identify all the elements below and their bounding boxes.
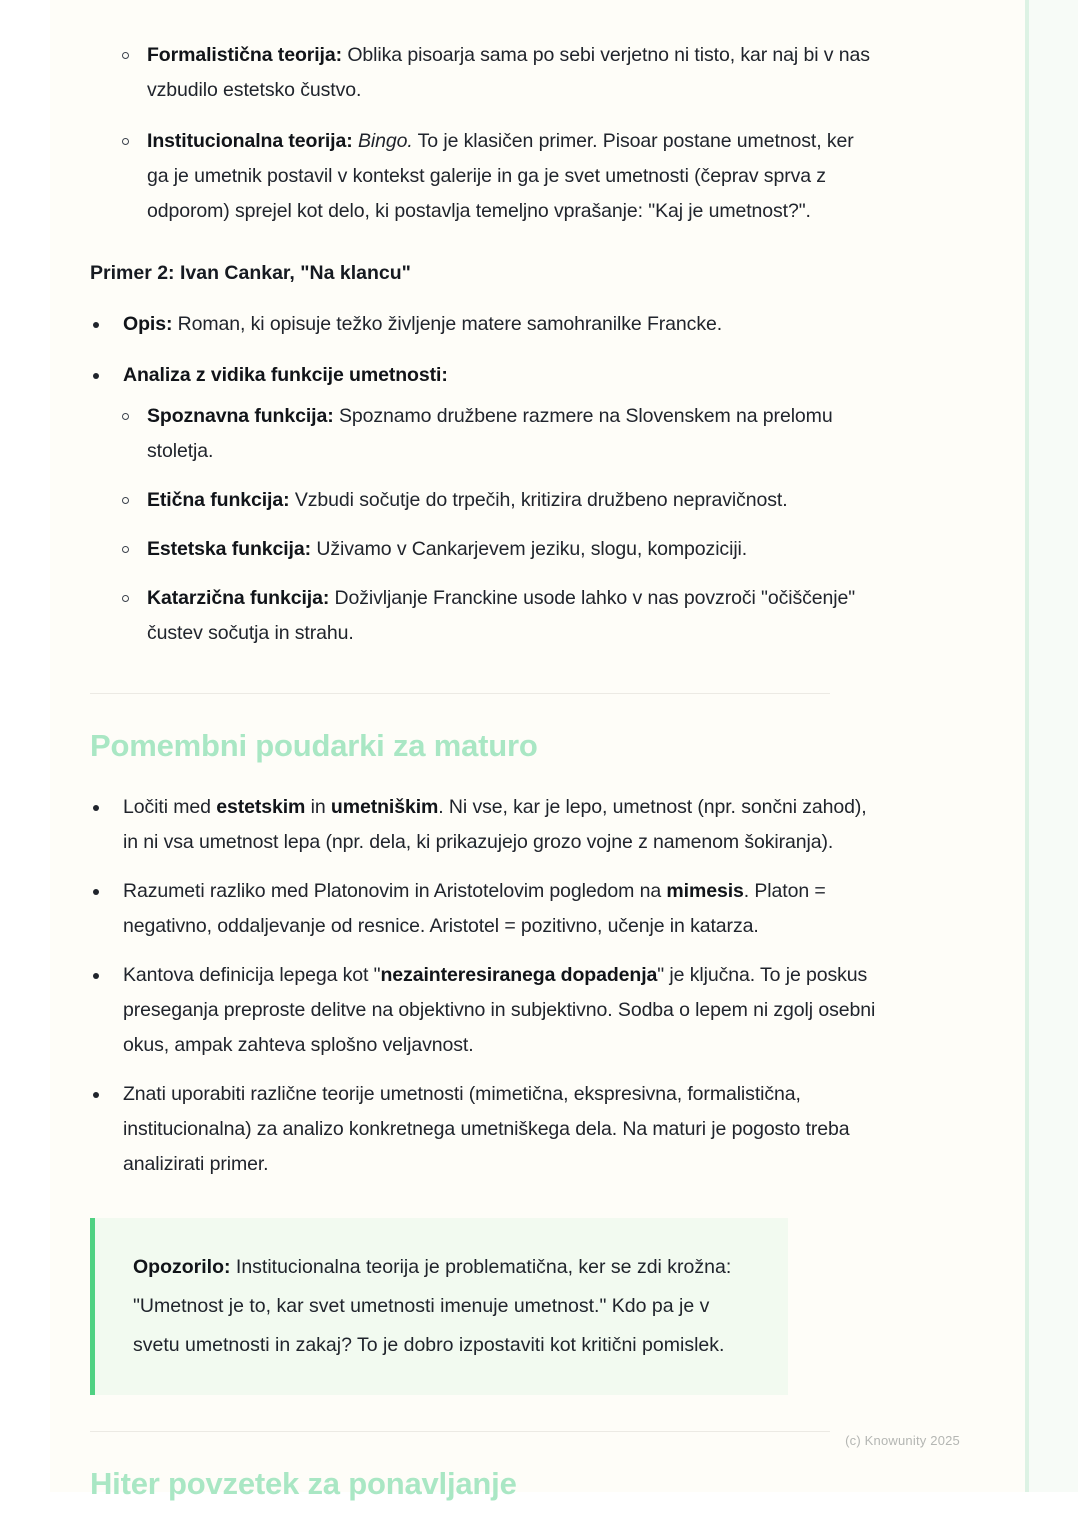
list-item-text [147,538,747,560]
list-item-text [147,587,855,644]
list-item [119,483,880,518]
list-item-post: . Ni vse, kar je lepo, umetnost (npr. sončni zahod), in ni vsa umetnost lepa (npr. dela, ki prikazujejo grozo vojne z namenom šokiranja). [123,796,867,853]
list-item [90,358,880,393]
list-item-bold-1: nezainteresiranega dopadenja [380,964,658,986]
list-item-body: Uživamo v Cankarjevem jeziku, slogu, kompoziciji. [311,538,748,560]
list-item-label: Estetska funkcija: [147,538,312,560]
list-item-label: Spoznavna funkcija: [147,405,334,427]
section-title-poudarki: Pomembni poudarki za maturo [90,728,538,763]
list-item-label: Katarzična funkcija: [147,587,330,609]
primer2-heading: Primer 2: Ivan Cankar, "Na klancu" [90,262,411,284]
list-item-pre: Kantova definicija lepega kot " [123,964,381,986]
list-item-body: Oblika pisoarja sama po sebi verjetno ni tisto, kar naj bi v nas vzbudilo estetsko čustvo. [147,44,870,101]
list-item-label: Analiza z vidika funkcije umetnosti: [123,364,448,386]
list-item-text [123,313,722,335]
list-item-text [123,364,448,386]
list-item-text [123,1083,850,1175]
document-page [50,0,1028,1501]
list-item-text [147,130,854,222]
list-item-text [123,964,875,1056]
list-item-text [147,44,870,101]
list-item-post: . Platon = negativno, oddaljevanje od resnice. Aristotel = pozitivno, učenje in katarza. [123,880,826,937]
callout-body: Institucionalna teorija je problematična, ker se zdi krožna: "Umetnost je to, kar svet umetnosti imenuje umetnost." Kdo pa je v svetu umetnosti in zakaj? To je dobro izpostaviti kot kritični pomislek. [133,1256,732,1356]
list-item [119,124,880,229]
footer-copyright: (c) Knowunity 2025 [845,1433,960,1448]
list-item-label: Etična funkcija: [147,489,290,511]
callout-text [133,1256,731,1356]
section-title-povzetek: Hiter povzetek za ponavljanje [90,1466,517,1501]
list-item-body: Vzbudi sočutje do trpečih, kritizira družbeno nepravičnost. [289,489,788,511]
callout-label: Opozorilo: [133,1256,231,1278]
list-item [119,38,880,108]
list-item-text [123,796,867,853]
list-item-pre: Razumeti razliko med Platonovim in Aristotelovim pogledom na [123,880,667,902]
list-item [90,307,880,342]
document-content [50,0,978,1501]
list-item-bold-1: mimesis [666,880,744,902]
poudarki-list [90,790,880,1182]
list-item-text [147,489,788,511]
list-item-pre: Znati uporabiti različne teorije umetnosti (mimetična, ekspresivna, formalistična, institucionalna) za analizo konkretnega umetniškega dela. Na maturi je pogosto treba analizirati primer. [123,1083,850,1175]
list-item-bold-2: umetniškim [330,796,439,818]
list-item-label: Opis: [123,313,173,335]
primer2-list [90,307,880,393]
list-item-bold-1: estetskim [216,796,306,818]
page-right-rail [1028,0,1078,1492]
list-item-body: Roman, ki opisuje težko življenje matere samohranilke Francke. [172,313,723,335]
document-body [90,0,880,1504]
list-item-text [147,405,833,462]
theories-list [90,38,880,229]
list-item [119,532,880,567]
list-item-body: Doživljanje Franckine usode lahko v nas povzroči "očiščenje" čustev sočutja in strahu. [147,587,856,644]
list-item [90,958,880,1063]
list-item-post: " je ključna. To je poskus preseganja preproste delitve na objektivno in subjektivno. Sodba o lepem ni zgolj osebni okus, ampak zahteva splošno veljavnost. [123,964,876,1056]
list-item-label: Formalistična teorija: [147,44,343,66]
list-item-italic: Bingo. [352,130,413,152]
list-item [119,399,880,469]
funkcije-list [90,399,880,651]
list-item-pre: Ločiti med [123,796,217,818]
warning-callout [90,1218,788,1395]
list-item [90,790,880,860]
page-right-rail-line [1025,0,1029,1492]
list-item-label: Institucionalna teorija: [147,130,353,152]
list-item-body: Spoznamo družbene razmere na Slovenskem na prelomu stoletja. [147,405,833,462]
list-item [90,1077,880,1182]
list-item-body: To je klasičen primer. Pisoar postane umetnost, ker ga je umetnik postavil v kontekst galerije in ga je svet umetnosti (čeprav sprva z odporom) sprejel kot delo, ki postavlja temeljno vprašanje: "Kaj je umetnost?". [147,130,854,222]
list-item-mid: in [305,796,331,818]
list-item [119,581,880,651]
list-item-text [123,880,826,937]
list-item [90,874,880,944]
